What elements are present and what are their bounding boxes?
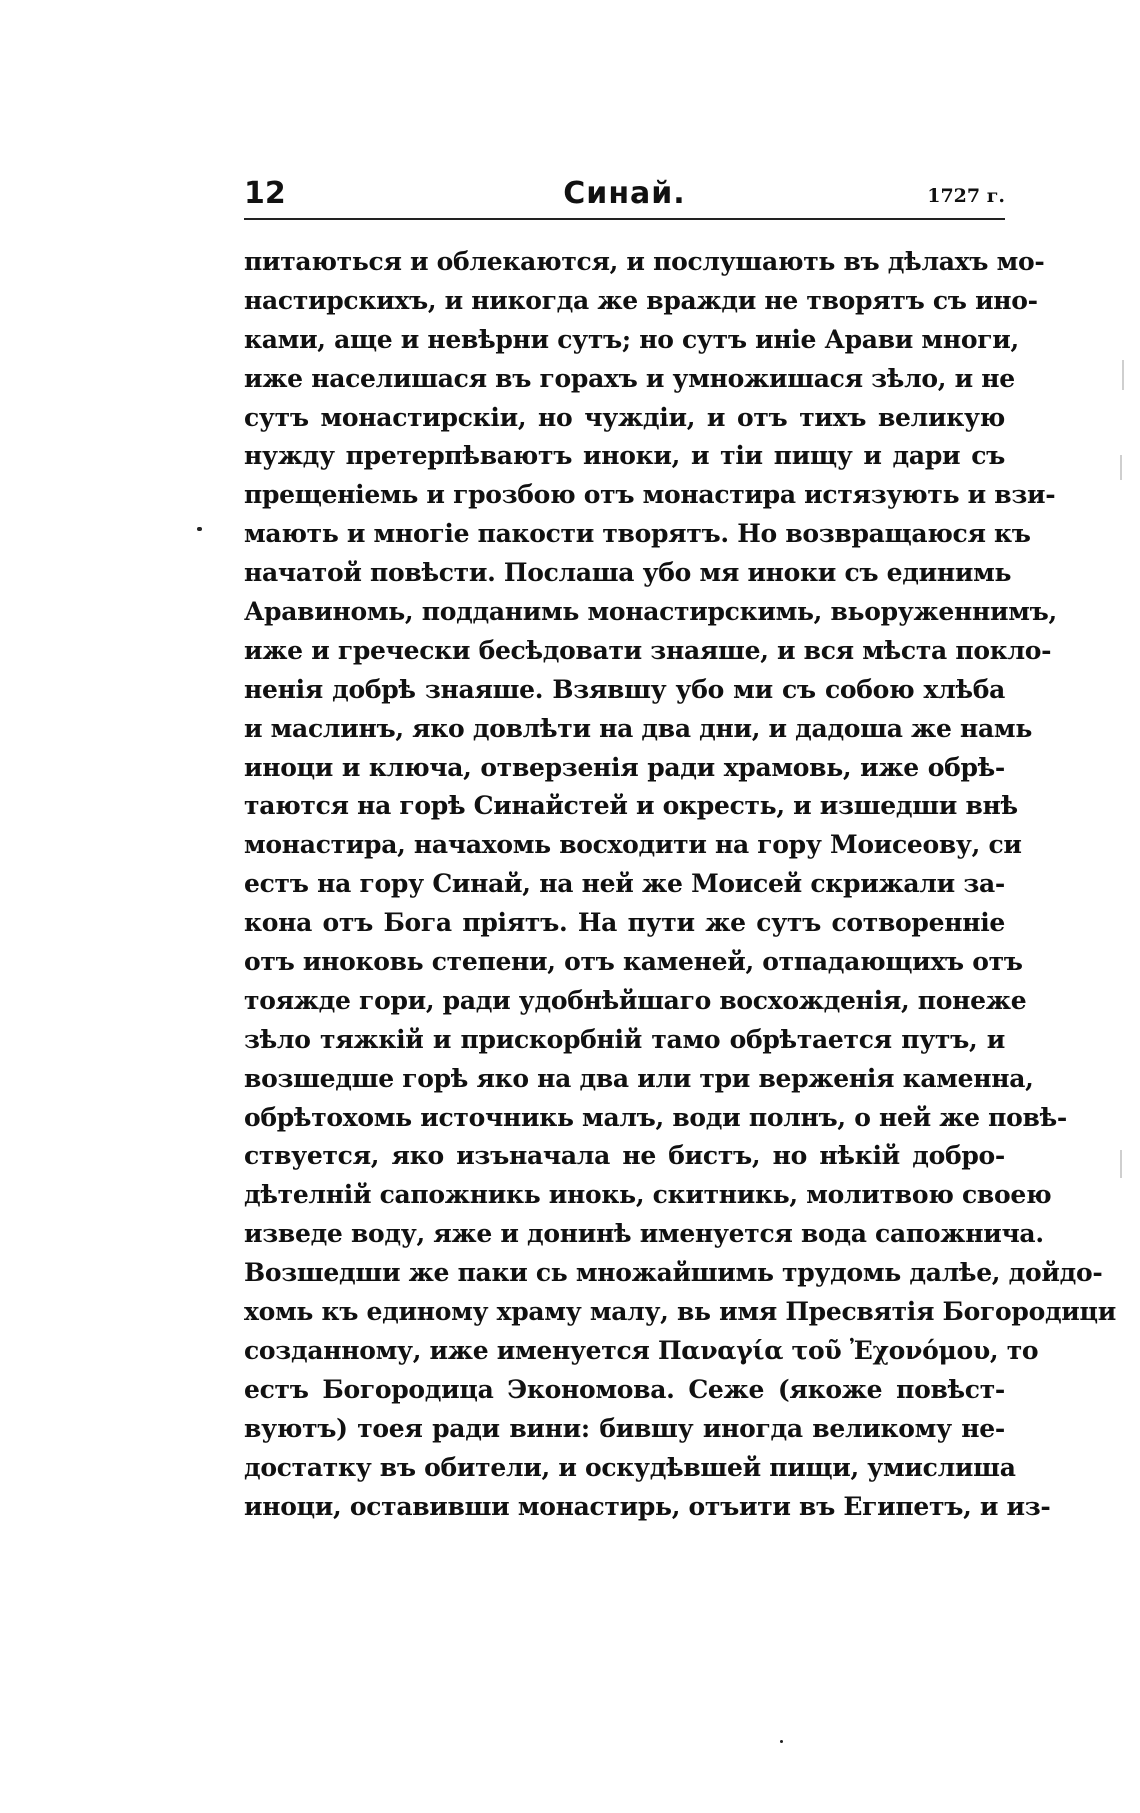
text-line: таются на горѣ Синайстей и окресть, и изшедши внѣ [244,791,1018,821]
text-line: созданному, иже именуется Παναγία τοῦ Ἐχονόμου, то [244,1335,1039,1365]
text-line: хомь къ единому храму малу, вь имя Пресвятія Богородици [244,1297,1116,1327]
text-line: сутъ монастирскіи, но чуждіи, и отъ тихъ великую [244,402,1005,432]
page-number: 12 [244,176,286,211]
text-line: обрѣтохомь источникь малъ, води полнъ, о ней же повѣ- [244,1102,1067,1132]
text-line: дѣтелній сапожникь инокь, скитникь, молитвою своею [244,1180,1052,1210]
text-line: начатой повѣсти. Послаша убо мя иноки съ единимь [244,558,1012,588]
text-line: зѣло тяжкій и прискорбній тамо обрѣтается путъ, и [244,1024,1005,1054]
text-line: изведе воду, яже и донинѣ именуется вода сапожнича. [244,1219,1044,1249]
text-line: достатку въ обители, и оскудѣвшей пищи, умислиша [244,1452,1016,1482]
text-line: естъ на гору Синай, на ней же Моисей скрижали за- [244,869,1005,899]
text-line: иноци и ключа, отверзенія ради храмовь, иже обрѣ- [244,752,1005,782]
text-line: монастира, начахомь восходити на гору Моисеову, си [244,830,1022,860]
text-line: иже и гречески бесѣдовати знаяше, и вся мѣста покло- [244,635,1052,665]
text-line: питаються и облекаются, и послушають въ дѣлахъ мо- [244,247,1045,276]
text-line: мають и многіе пакости творятъ. Но возвращаюся къ [244,519,1031,549]
text-line: кона отъ Бога пріятъ. На пути же сутъ сотворенніе [244,908,1005,938]
text-line: отъ иноковь степени, отъ каменей, отпадающихъ отъ [244,947,1023,977]
text-line: ненія добрѣ знаяше. Взявшу убо ми съ собою хлѣба [244,674,1005,704]
text-line: иже населишася въ горахъ и умножишася зѣло, и не [244,363,1015,393]
text-line: вуютъ) тоея ради вини: бившу иногда великому не- [244,1413,1005,1443]
ink-speck [197,527,202,531]
header-rule [244,218,1005,220]
text-line: настирскихъ, и никогда же вражди не творятъ съ ино- [244,285,1038,315]
page-edge-mark [1120,1150,1122,1178]
running-title: Синай. [563,176,686,211]
text-line: ками, аще и невѣрни сутъ; но сутъ иніе Арави многи, [244,324,1019,354]
text-line: иноци, оставивши монастирь, отъити въ Египетъ, и из- [244,1491,1051,1521]
body-text [244,243,1116,1526]
page-edge-mark [1120,455,1122,480]
year-label: 1727 г. [927,185,1005,207]
ink-speck [780,1740,783,1743]
text-line: нужду претерпѣваютъ иноки, и тіи пищу и дари съ [244,441,1005,471]
text-line: Аравиномь, подданимь монастирскимь, вьоруженнимъ, [244,597,1057,627]
text-line: тояжде гори, ради удобнѣйшаго восхожденія, понеже [244,985,1027,1015]
page-edge-mark [1122,360,1124,390]
text-line: и маслинъ, яко довлѣти на два дни, и дадоша же намь [244,713,1032,743]
page-header [244,176,1005,216]
text-line: Возшедши же паки сь множайшимь трудомь далѣе, дойдо- [244,1258,1103,1288]
text-line: естъ Богородица Экономова. Сеже (якоже повѣст- [244,1374,1005,1404]
text-line: прещеніемь и грозбою отъ монастира истязують и взи- [244,480,1056,510]
text-line: ствуется, яко изъначала не бистъ, но нѣкій добро- [244,1141,1005,1171]
text-line: возшедше горѣ яко на два или три верженія каменна, [244,1063,1034,1093]
